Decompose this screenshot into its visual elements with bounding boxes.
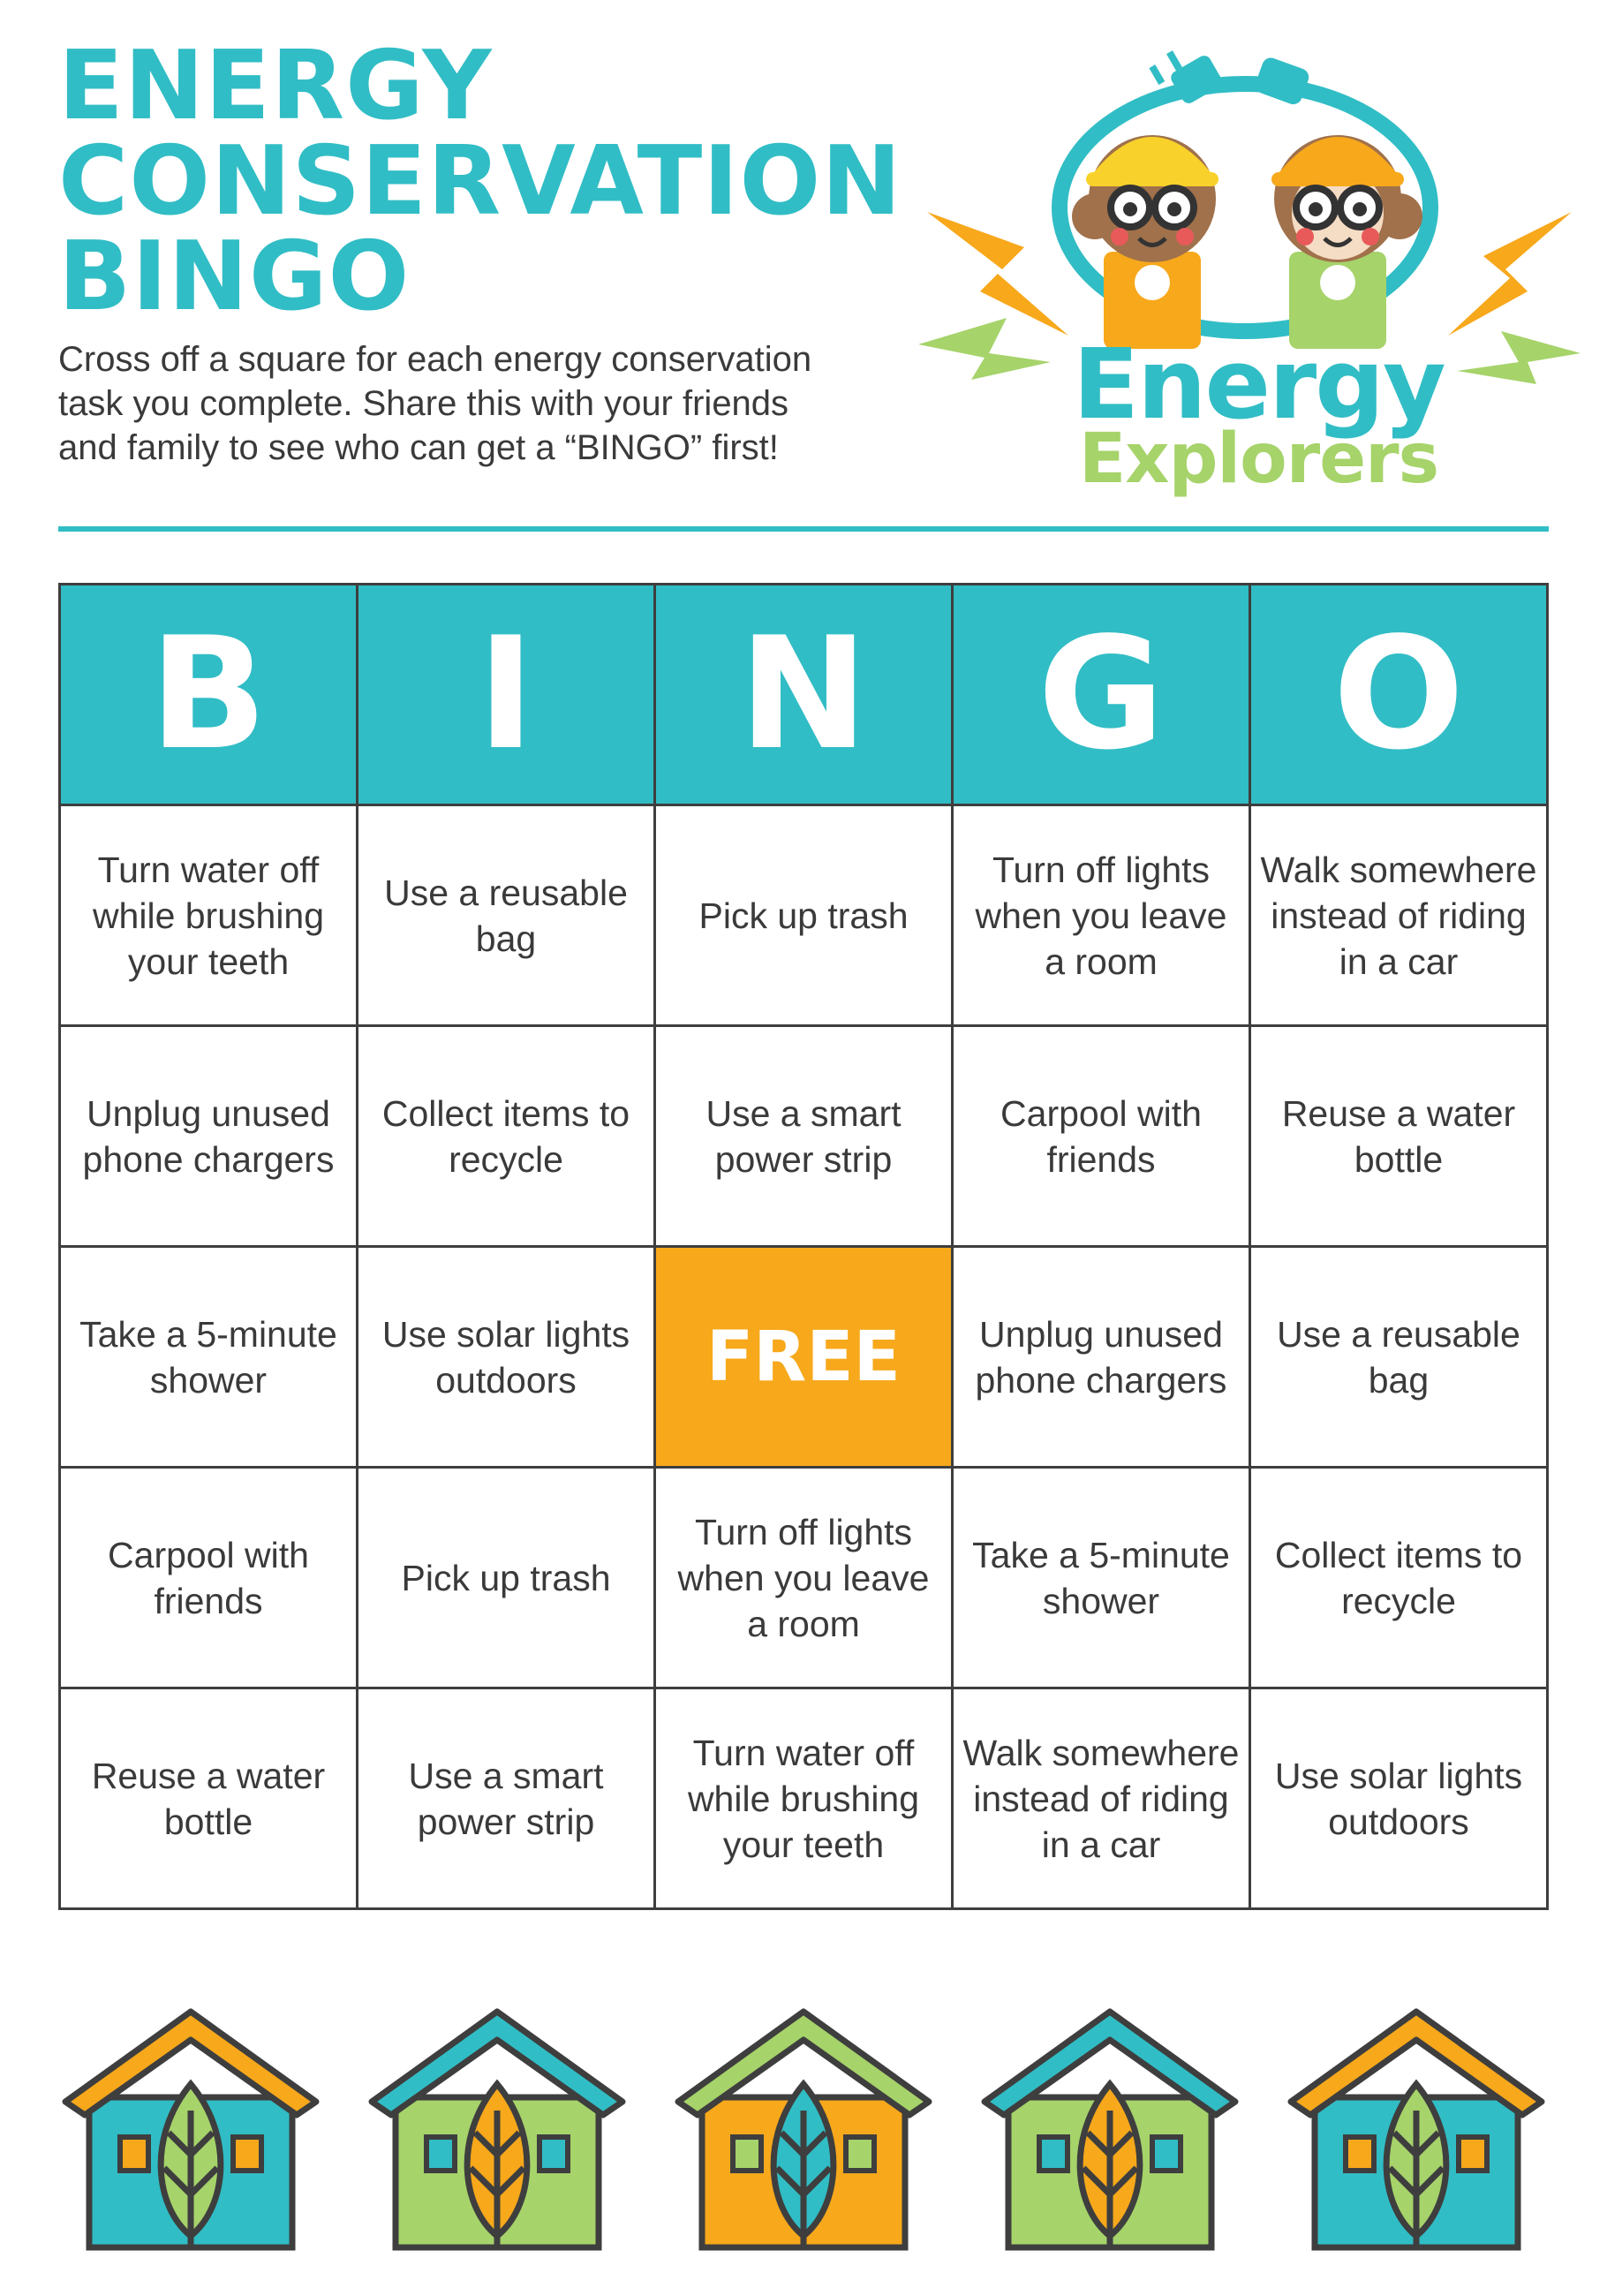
logo-text-explorers: Explorers [1079,419,1439,499]
bingo-row [61,1689,1549,1910]
bingo-square[interactable]: Unplug unused phone chargers [954,1248,1251,1469]
eco-house-icon [1284,2005,1549,2252]
bingo-letter: N [656,585,954,806]
intro-line: and family to see who can get a “BINGO” first! [58,428,779,467]
bingo-letter: G [954,585,1251,806]
title-line: BINGO [58,222,411,332]
eco-house-icon [977,2005,1242,2252]
bingo-square[interactable]: Reuse a water bottle [1251,1027,1549,1248]
logo-text-energy: Energy [1073,328,1445,441]
bingo-square[interactable]: Use a smart power strip [358,1689,656,1910]
bingo-square[interactable]: Unplug unused phone chargers [61,1027,358,1248]
house-row [58,2005,1549,2252]
bingo-square[interactable]: Use a reusable bag [1251,1248,1549,1469]
eco-house-icon [671,2005,936,2252]
bingo-square[interactable]: Turn off lights when you leave a room [656,1469,954,1689]
page-title [58,31,906,332]
bingo-row [61,806,1549,1027]
title-line: CONSERVATION [58,126,902,237]
explorer-kid-right [1271,135,1422,349]
bingo-header-row [61,585,1549,806]
bingo-square[interactable]: Pick up trash [358,1469,656,1689]
bingo-square[interactable]: Use solar lights outdoors [1251,1689,1549,1910]
eco-house-icon [365,2005,630,2252]
header-divider [58,526,1549,532]
bingo-square[interactable]: Take a 5-minute shower [954,1469,1251,1689]
bingo-square[interactable]: Carpool with friends [954,1027,1251,1248]
bingo-square[interactable]: Pick up trash [656,806,954,1027]
intro-line: Cross off a square for each energy conservation [58,340,812,379]
bingo-card [58,583,1549,1910]
bingo-letter: B [61,585,358,806]
bingo-square[interactable]: Collect items to recycle [1251,1469,1549,1689]
intro-text [58,337,924,470]
bingo-letter: I [358,585,656,806]
bingo-square[interactable]: Use a reusable bag [358,806,656,1027]
intro-line: task you complete. Share this with your friends [58,384,789,423]
bingo-square[interactable]: Turn off lights when you leave a room [954,806,1251,1027]
bingo-square[interactable]: Turn water off while brushing your teeth [656,1689,954,1910]
bingo-square[interactable]: Reuse a water bottle [61,1689,358,1910]
bingo-square[interactable]: Turn water off while brushing your teeth [61,806,358,1027]
bingo-letter: O [1251,585,1549,806]
bingo-square[interactable]: Walk somewhere instead of riding in a car [1251,806,1549,1027]
bingo-row [61,1027,1549,1248]
explorer-kid-left [1072,135,1218,349]
bingo-row [61,1248,1549,1469]
bingo-square[interactable]: Use solar lights outdoors [358,1248,656,1469]
title-line: ENERGY [58,31,493,141]
bingo-square[interactable]: Carpool with friends [61,1469,358,1689]
free-square: FREE [656,1248,954,1469]
bingo-square[interactable]: Take a 5-minute shower [61,1248,358,1469]
bingo-row [61,1469,1549,1689]
eco-house-icon [58,2005,323,2252]
bingo-square[interactable]: Collect items to recycle [358,1027,656,1248]
bingo-square[interactable]: Use a smart power strip [656,1027,954,1248]
bingo-square[interactable]: Walk somewhere instead of riding in a car [954,1689,1251,1910]
